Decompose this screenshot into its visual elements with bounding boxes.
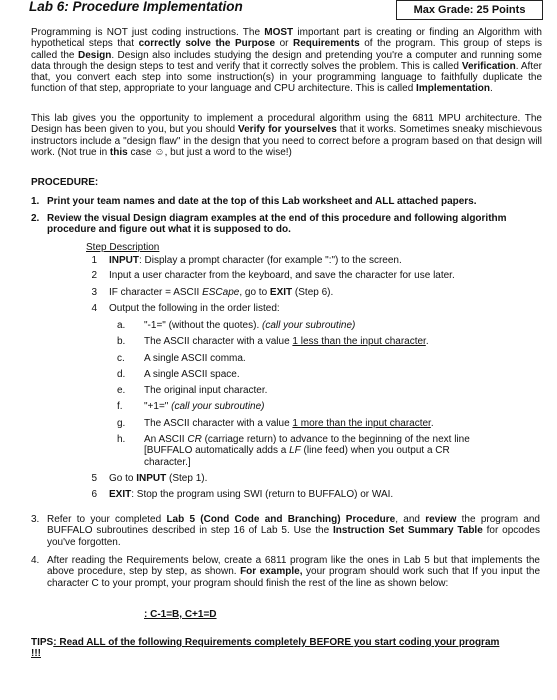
step-text: Output the following in the order listed: <box>109 303 280 314</box>
text: . Design also includes studying the design and pretending you're a computer and running some data through the design steps to test and verify that it correctly solves the problem. This is called <box>31 49 542 72</box>
substep-row <box>0 434 557 470</box>
substep-letter: f. <box>117 401 123 412</box>
substep-text: (carriage return) to advance to the beginning of the next line [BUFFALO automatically adds a <box>144 434 470 457</box>
text: Refer to your completed <box>47 514 167 525</box>
emph: MOST <box>264 27 294 38</box>
text: for opcodes you've forgotten. <box>47 525 540 548</box>
step-number: 5 <box>91 473 97 484</box>
tips-text: : Read ALL of the following Requirements completely BEFORE you start coding your program !!! <box>31 637 500 660</box>
substep-text: 1 more than the input character <box>292 418 431 429</box>
substep-text: An ASCII <box>144 434 188 445</box>
procedure-item-4 <box>47 555 540 589</box>
emph: this <box>109 146 128 158</box>
step-text: Input a user character from the keyboard, and save the character for use later. <box>109 270 455 281</box>
step-number: 3 <box>91 287 97 298</box>
item-number: 1. <box>31 196 40 207</box>
substep-text: CR <box>187 434 202 445</box>
substep-row <box>0 401 557 413</box>
substep-text: 1 less than the input character <box>292 336 426 347</box>
step-text: IF character = ASCII <box>109 287 203 298</box>
text: or <box>275 38 293 50</box>
emph: Instruction Set Summary Table <box>333 525 483 537</box>
step-text: : Stop the program using SWI (return to BUFFALO) or WAI. <box>131 489 394 500</box>
step-text: EXIT <box>109 489 132 500</box>
step-label: INPUT <box>109 255 139 266</box>
step-number: 6 <box>91 489 97 500</box>
substep-letter: d. <box>117 369 126 380</box>
substep-row <box>0 320 557 332</box>
substep-text: "-1=" <box>144 320 166 331</box>
tips-label: TIPS <box>31 637 54 648</box>
item-number: 3. <box>31 514 40 525</box>
step-row <box>0 270 557 282</box>
text: the program and BUFFALO subroutines described in step 16 of Lab 5. Use the <box>47 514 540 537</box>
substep-text: . <box>430 418 434 429</box>
substep-row <box>0 385 557 397</box>
step-text: ESCape <box>202 287 240 298</box>
item-number: 4. <box>31 555 40 566</box>
emph: Implementation <box>416 83 490 95</box>
procedure-item-2: Review the visual Design diagram examples at the end of this procedure and following algorithm procedure and figure out what it is supposed to do. <box>47 213 507 236</box>
substep-letter: e. <box>117 385 126 396</box>
emph: correctly solve the Purpose <box>138 38 276 50</box>
substep-letter: g. <box>117 418 126 429</box>
step-text: (Step 6). <box>292 287 334 298</box>
text: . <box>489 83 493 95</box>
step-header-text: Step Description <box>86 242 160 253</box>
emph: Requirements <box>293 38 360 50</box>
step-row <box>0 473 557 485</box>
step-text: INPUT <box>136 473 167 484</box>
procedure-heading: PROCEDURE: <box>31 177 99 188</box>
example-text: : C-1=B, C+1=D <box>144 609 217 620</box>
emph: Design <box>77 49 112 61</box>
substep-text: The ASCII character with a value <box>144 336 293 347</box>
emph: Verification <box>461 60 516 72</box>
text: After reading the Requirements below, create a 6811 program like the ones in Lab 5 but that implements the above procedure, step by step, as shown. <box>47 555 540 578</box>
step-number: 1 <box>91 255 97 266</box>
substep-letter: a. <box>117 320 126 331</box>
step-number: 4 <box>91 303 97 314</box>
substep-row <box>0 369 557 381</box>
step-row <box>0 287 557 299</box>
substep-text: A single ASCII space. <box>144 369 240 380</box>
step-row <box>0 255 557 267</box>
text: that it works. Sometimes sneaky mischievous instructors include a "design flaw" in the design that you need to correct before a program based on that design will work. (Not true in <box>31 124 542 158</box>
substep-row <box>0 336 557 348</box>
emph: review <box>425 514 457 525</box>
intro-paragraph-2 <box>31 113 542 158</box>
step-table-header <box>0 242 557 254</box>
emph: Verify for yourselves <box>238 124 337 136</box>
intro-paragraph-1 <box>31 27 542 95</box>
substep-row <box>0 418 557 430</box>
step-row <box>0 489 557 501</box>
substep-text: (call your subroutine) <box>168 401 265 412</box>
procedure-item-1: Print your team names and date at the top of this Lab worksheet and ALL attached papers. <box>47 196 477 207</box>
step-number: 2 <box>91 270 97 281</box>
step-text: : Display a prompt character (for example ":") to the screen. <box>139 255 402 266</box>
substep-text: (without the quotes). <box>165 320 263 331</box>
text: of the program. This group of steps is called the <box>31 38 542 61</box>
substep-letter: b. <box>117 336 126 347</box>
substep-text: LF <box>289 445 301 457</box>
substep-text: The ASCII character with a value <box>144 418 293 429</box>
step-text: (Step 1). <box>166 473 208 484</box>
substep-text: (line feed) when you output a CR character.] <box>144 445 450 468</box>
substep-letter: h. <box>117 434 126 445</box>
substep-letter: c. <box>117 353 125 364</box>
text: case ☺, but just a word to the wise!) <box>127 146 292 158</box>
procedure-item-3 <box>47 514 540 548</box>
text: your program should work such that If you input the character C to your prompt, your program should finish the rest of the line as shown below: <box>47 566 541 589</box>
page-title: Lab 6: Procedure Implementation <box>29 0 243 14</box>
text: , and <box>395 514 426 525</box>
text: Programming is NOT just coding instructions. The <box>31 27 265 38</box>
example-output <box>144 609 217 620</box>
max-grade-box: Max Grade: 25 Points <box>396 0 543 20</box>
emph: Lab 5 (Cond Code and Branching) Procedure <box>166 514 396 525</box>
header <box>29 0 543 20</box>
item-number: 2. <box>31 213 40 224</box>
text: important part is creating or finding an Algorithm with hypothetical steps that <box>31 27 542 50</box>
step-text: , go to <box>239 287 270 298</box>
step-text: Go to <box>109 473 137 484</box>
substep-text: The original input character. <box>144 385 268 396</box>
substep-text: "+1=" <box>144 401 169 412</box>
emph: For example, <box>240 566 303 578</box>
substep-text: . <box>425 336 429 347</box>
substep-row <box>0 353 557 365</box>
step-text: EXIT <box>269 287 293 298</box>
substep-text: A single ASCII comma. <box>144 353 246 364</box>
text: . After that, you convert each step into some instruction(s) in your programming language to faithfully duplicate the function of that step, appropriate to your language and CPU architecture. This is called <box>31 60 542 95</box>
substep-text: (call your subroutine) <box>262 320 356 331</box>
tips-note <box>31 637 511 660</box>
step-row <box>0 303 557 315</box>
text: This lab gives you the opportunity to implement a procedural algorithm using the 6811 MPU architecture. The Design has been given to you, but you should <box>31 113 542 136</box>
